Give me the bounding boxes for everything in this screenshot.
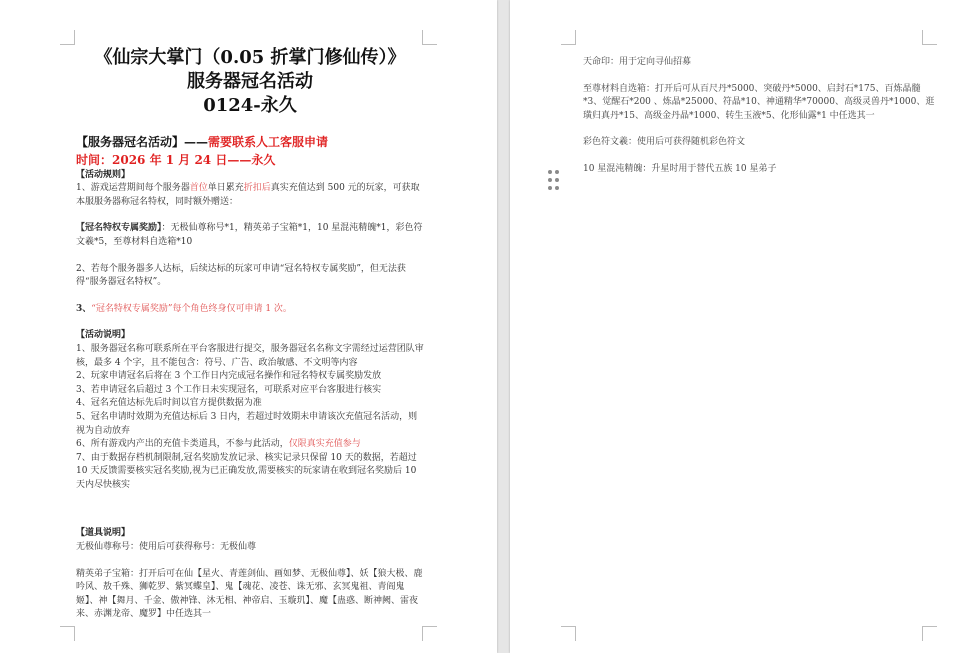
crop-mark-top-left bbox=[60, 30, 75, 45]
crop-mark-bottom-right bbox=[422, 626, 437, 641]
note-1: 1、服务器冠名称可联系所在平台客服进行提交，服务器冠名名称文字需经过运营团队审核，最多 4 个字，且不能包含：符号、广告、政治敏感、不文明等内容 bbox=[76, 343, 424, 368]
note-2: 2、玩家申请冠名后将在 3 个工作日内完成冠名操作和冠名特权专属奖励发放 bbox=[76, 371, 382, 382]
item-title-desc: 无极仙尊称号：使用后可获得称号：无极仙尊 bbox=[76, 542, 257, 553]
note-7: 7、由于数据存档机制限制,冠名奖励发放记录、核实记录只保留 10 天的数据，若超过 10 天反馈需要核实冠名奖励,视为已正确发放,需要核实的玩家请在收到冠名奖励后 10 天内尽快核实 bbox=[76, 452, 417, 490]
item-elite-chest-desc: 精英弟子宝箱：打开后可在仙【星火、青莲剑仙、画如梦、无极仙尊】、妖【狼大极、鹿吟风、敖千殊、狮乾罗、紫冥蝶皇】、鬼【魂花、凌苍、诛无邪、玄冥鬼祖、青阎鬼姬】、神【舞月、千金、傲神锋、沐无相、神帝启、玉璇玑】、魔【蛊惑、断神阙、雷夜来、赤渊龙帝、魔罗】中任选其一 bbox=[76, 568, 423, 620]
title-event-name: 服务器冠名活动 bbox=[187, 71, 313, 92]
item-rune-desc: 彩色符文羲：使用后可获得随机彩色符文 bbox=[583, 137, 746, 148]
intro-heading: 【服务器冠名活动】——需要联系人工客服申请 bbox=[76, 135, 329, 149]
items-heading: 【道具说明】 bbox=[76, 528, 131, 539]
document-page-2 bbox=[510, 0, 967, 653]
rule-1: 1、游戏运营期间每个服务器首位单日累充折扣后真实充值达到 500 元的玩家，可获取本服服务器称冠名特权，同时额外赠送： bbox=[76, 183, 420, 207]
event-time: 时间：2026 年 1 月 24 日——永久 bbox=[76, 152, 276, 167]
crop-mark-top-right bbox=[922, 30, 937, 45]
rules-heading: 【活动规则】 bbox=[76, 169, 131, 180]
crop-mark-top-right bbox=[422, 30, 437, 45]
crop-mark-top-left bbox=[561, 30, 576, 45]
crop-mark-bottom-left bbox=[561, 626, 576, 641]
document-title bbox=[60, 46, 440, 118]
reward-heading: 【冠名特权专属奖励】 bbox=[76, 223, 162, 234]
document-body bbox=[76, 134, 426, 622]
rule-2: 2、若每个服务器多人达标，后续达标的玩家可申请“冠名特权专属奖励”，但无法获得“服务器冠名特权”。 bbox=[76, 263, 406, 288]
notes-heading: 【活动说明】 bbox=[76, 330, 131, 341]
note-4: 4、冠名充值达标先后时间以官方提供数据为准 bbox=[76, 398, 262, 409]
crop-mark-bottom-left bbox=[60, 626, 75, 641]
item-chaos-soul-desc: 10 星混沌精魄：升星时用于替代五族 10 星弟子 bbox=[583, 163, 777, 174]
item-material-chest-desc: 至尊材料自选箱：打开后可从百尺丹*5000、突破丹*5000、启封石*175、百炼晶髓*3、觉醒石*200 、炼晶*25000、符晶*10、神通精华*70000、高级灵兽丹*1000、逛璜归真丹*15、高级金丹晶*1000、转生玉液*5、化形仙露*1 中任选其一 bbox=[583, 83, 935, 121]
crop-mark-bottom-right bbox=[922, 626, 937, 641]
drag-handle-icon[interactable] bbox=[548, 170, 560, 192]
reward-paragraph: 【冠名特权专属奖励】：无极仙尊称号*1，精英弟子宝箱*1，10 星混沌精魄*1，彩色符文羲*5，至尊材料自选箱*10 bbox=[76, 223, 423, 247]
note-6: 6、所有游戏内产出的充值卡类道具，不参与此活动，仅限真实充值参与 bbox=[76, 439, 361, 450]
title-event-period: 0124-永久 bbox=[203, 95, 297, 116]
contact-support-note: 需要联系人工客服申请 bbox=[208, 135, 329, 149]
note-5: 5、冠名申请时效期为充值达标后 3 日内，若超过时效期未申请该次充值冠名活动，则视为自动放弃 bbox=[76, 411, 418, 436]
note-3: 3、若申请冠名后超过 3 个工作日未实现冠名，可联系对应平台客服进行核实 bbox=[76, 384, 382, 395]
item-destiny-seal-desc: 天命印：用于定向寻仙招募 bbox=[583, 57, 692, 67]
rule-3: 3、“冠名特权专属奖励”每个角色终身仅可申请 1 次。 bbox=[76, 303, 292, 314]
title-game-name: 《仙宗大掌门（0.05 折掌门修仙传）》 bbox=[94, 47, 406, 68]
document-body-continued bbox=[583, 56, 938, 177]
